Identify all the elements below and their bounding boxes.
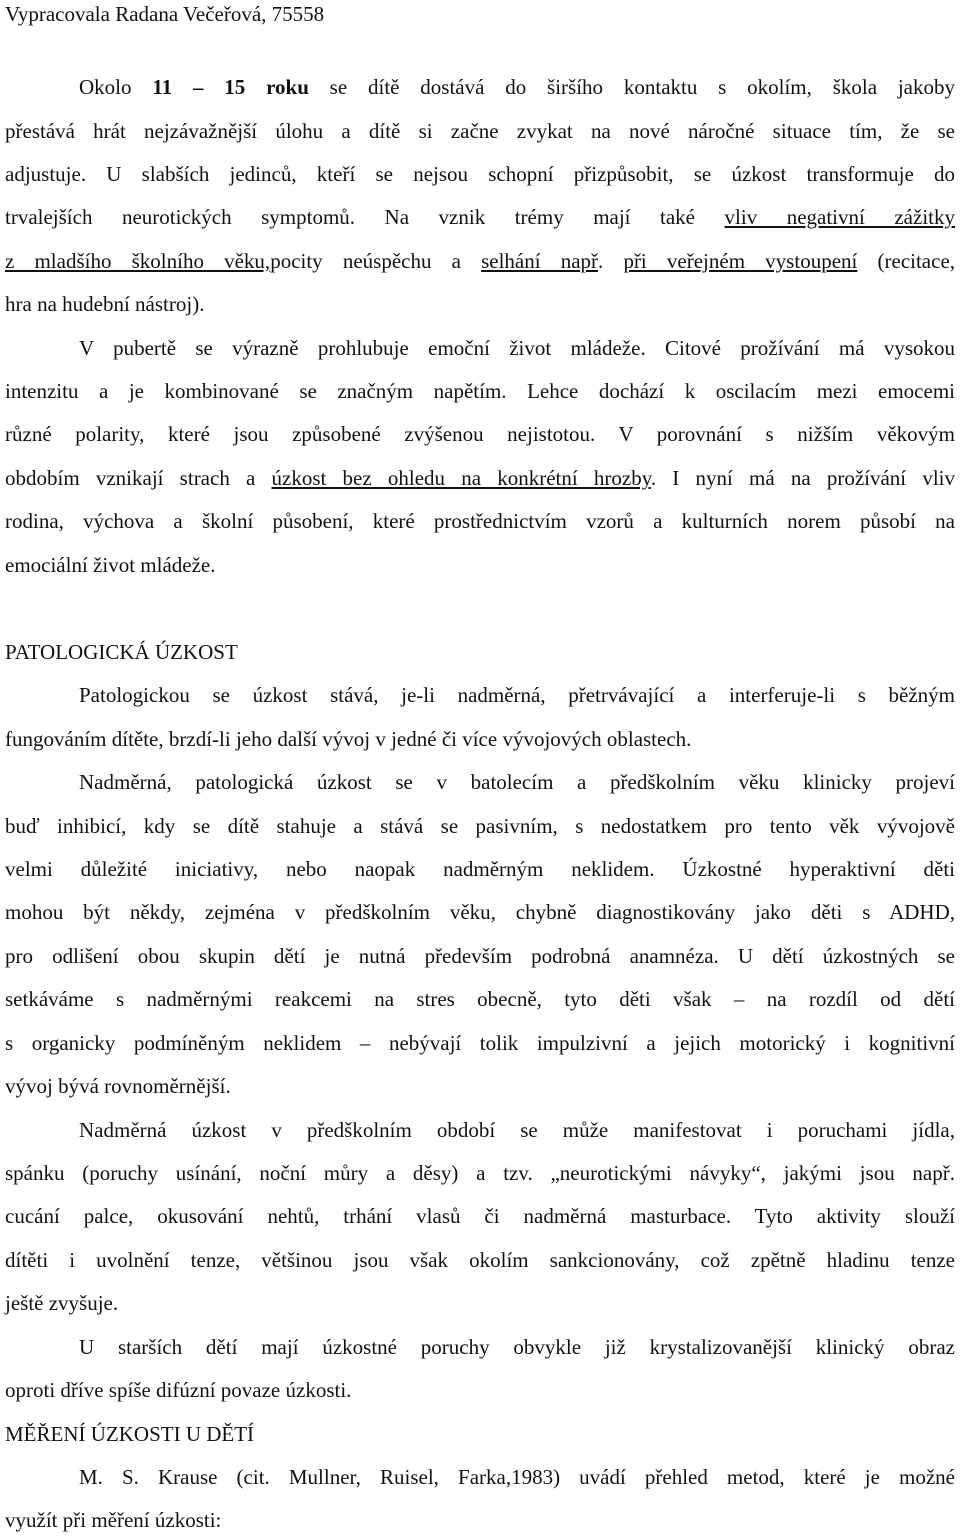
intro-line-5: [5, 247, 955, 275]
underlined-text: z mladšího školního věku,: [5, 249, 271, 273]
intro-line-2: přestává hrát nejzávažnější úlohu a dítě si začne zvykat na nové náročné situace tím, že se: [5, 119, 955, 143]
p2-line-7: s organicky podmíněným neklidem – nebývají tolik impulzivní a jejich motorický i kognitivní: [5, 1031, 955, 1055]
text: pocity neúspěchu a: [270, 249, 482, 273]
intro-line-4: [5, 203, 955, 231]
text: se dítě dostává do širšího kontaktu s okolím, škola jakoby: [308, 75, 955, 99]
underlined-text: vliv negativní zážitky: [724, 205, 955, 229]
puberty-line-2: intenzitu a je kombinované se značným napětím. Lehce dochází k oscilacím mezi emocemi: [5, 379, 955, 403]
p2-line-5: pro odlišení obou skupin dětí je nutná především podrobná anamnéza. U dětí úzkostných se: [5, 944, 955, 968]
p5-line-2: využít při měření úzkosti:: [5, 1508, 222, 1532]
puberty-line-5: rodina, výchova a školní působení, které prostřednictvím vzorů a kulturních norem působí na: [5, 509, 955, 533]
text: .: [598, 249, 624, 273]
underlined-text: při veřejném vystoupení: [623, 249, 858, 273]
p1-line-2: fungováním dítěte, brzdí-li jeho další vývoj v jedné či více vývojových oblastech.: [5, 727, 692, 751]
puberty-line-3: různé polarity, které jsou způsobené zvýšenou nejistotou. V porovnání s nižším věkovým: [5, 422, 955, 446]
text: trvalejších neurotických symptomů. Na vznik trémy mají také: [5, 205, 725, 229]
intro-line-6: hra na hudební nástroj).: [5, 292, 205, 316]
intro-line-3: adjustuje. U slabších jedinců, kteří se nejsou schopní přizpůsobit, se úzkost transformuje do: [5, 162, 955, 186]
puberty-line-1: V pubertě se výrazně prohlubuje emoční život mládeže. Citové prožívání má vysokou: [79, 336, 955, 360]
section-heading-pathological-anxiety: PATOLOGICKÁ ÚZKOST: [5, 640, 238, 664]
underlined-text: úzkost bez ohledu na konkrétní hrozby: [271, 466, 651, 490]
p1-line-1: Patologickou se úzkost stává, je-li nadměrná, přetrvávající a interferuje-li s běžným: [79, 683, 955, 707]
p3-line-3: cucání palce, okusování nehtů, trhání vlasů či nadměrná masturbace. Tyto aktivity slouží: [5, 1204, 955, 1228]
p3-line-2: spánku (poruchy usínání, noční můry a děsy) a tzv. „neurotickými návyky“, jakými jsou např.: [5, 1161, 955, 1185]
text: (recitace,: [857, 249, 956, 273]
p2-line-4: mohou být někdy, zejména v předškolním věku, chybně diagnostikovány jako děti s ADHD,: [5, 900, 955, 924]
text: . I nyní má na prožívání vliv: [650, 466, 955, 490]
underlined-text: selhání např: [481, 249, 599, 273]
text: obdobím vznikají strach a: [5, 466, 272, 490]
p4-line-1: U starších dětí mají úzkostné poruchy obvykle již krystalizovanější klinický obraz: [79, 1335, 955, 1359]
p3-line-5: ještě zvyšuje.: [5, 1291, 119, 1315]
section-heading-measuring-anxiety: MĚŘENÍ ÚZKOSTI U DĚTÍ: [5, 1422, 255, 1446]
p5-line-1: M. S. Krause (cit. Mullner, Ruisel, Farka,1983) uvádí přehled metod, které je možné: [79, 1465, 955, 1489]
p2-line-6: setkáváme s nadměrnými reakcemi na stres obecně, tyto děti však – na rozdíl od dětí: [5, 987, 955, 1011]
p2-line-8: vývoj bývá rovnoměrnější.: [5, 1074, 231, 1098]
p3-line-4: dítěti i uvolnění tenze, většinou jsou však okolím sankcionovány, což zpětně hladinu tenze: [5, 1248, 955, 1272]
text: Okolo: [79, 75, 153, 99]
age-range: 11 – 15 roku: [152, 75, 309, 99]
p2-line-3: velmi důležité iniciativy, nebo naopak nadměrným neklidem. Úzkostné hyperaktivní děti: [5, 857, 955, 881]
p3-line-1: Nadměrná úzkost v předškolním období se může manifestovat i poruchami jídla,: [79, 1118, 955, 1142]
puberty-line-6: emociální život mládeže.: [5, 553, 216, 577]
p2-line-1: Nadměrná, patologická úzkost se v batolecím a předškolním věku klinicky projeví: [79, 770, 955, 794]
p4-line-2: oproti dříve spíše difúzní povaze úzkosti.: [5, 1378, 352, 1402]
p2-line-2: buď inhibicí, kdy se dítě stahuje a stává se pasivním, s nedostatkem pro tento věk vývojově: [5, 814, 955, 838]
page-header-author: Vypracovala Radana Večeřová, 75558: [5, 2, 325, 26]
intro-line-1: [79, 73, 955, 101]
puberty-line-4: [5, 464, 955, 492]
